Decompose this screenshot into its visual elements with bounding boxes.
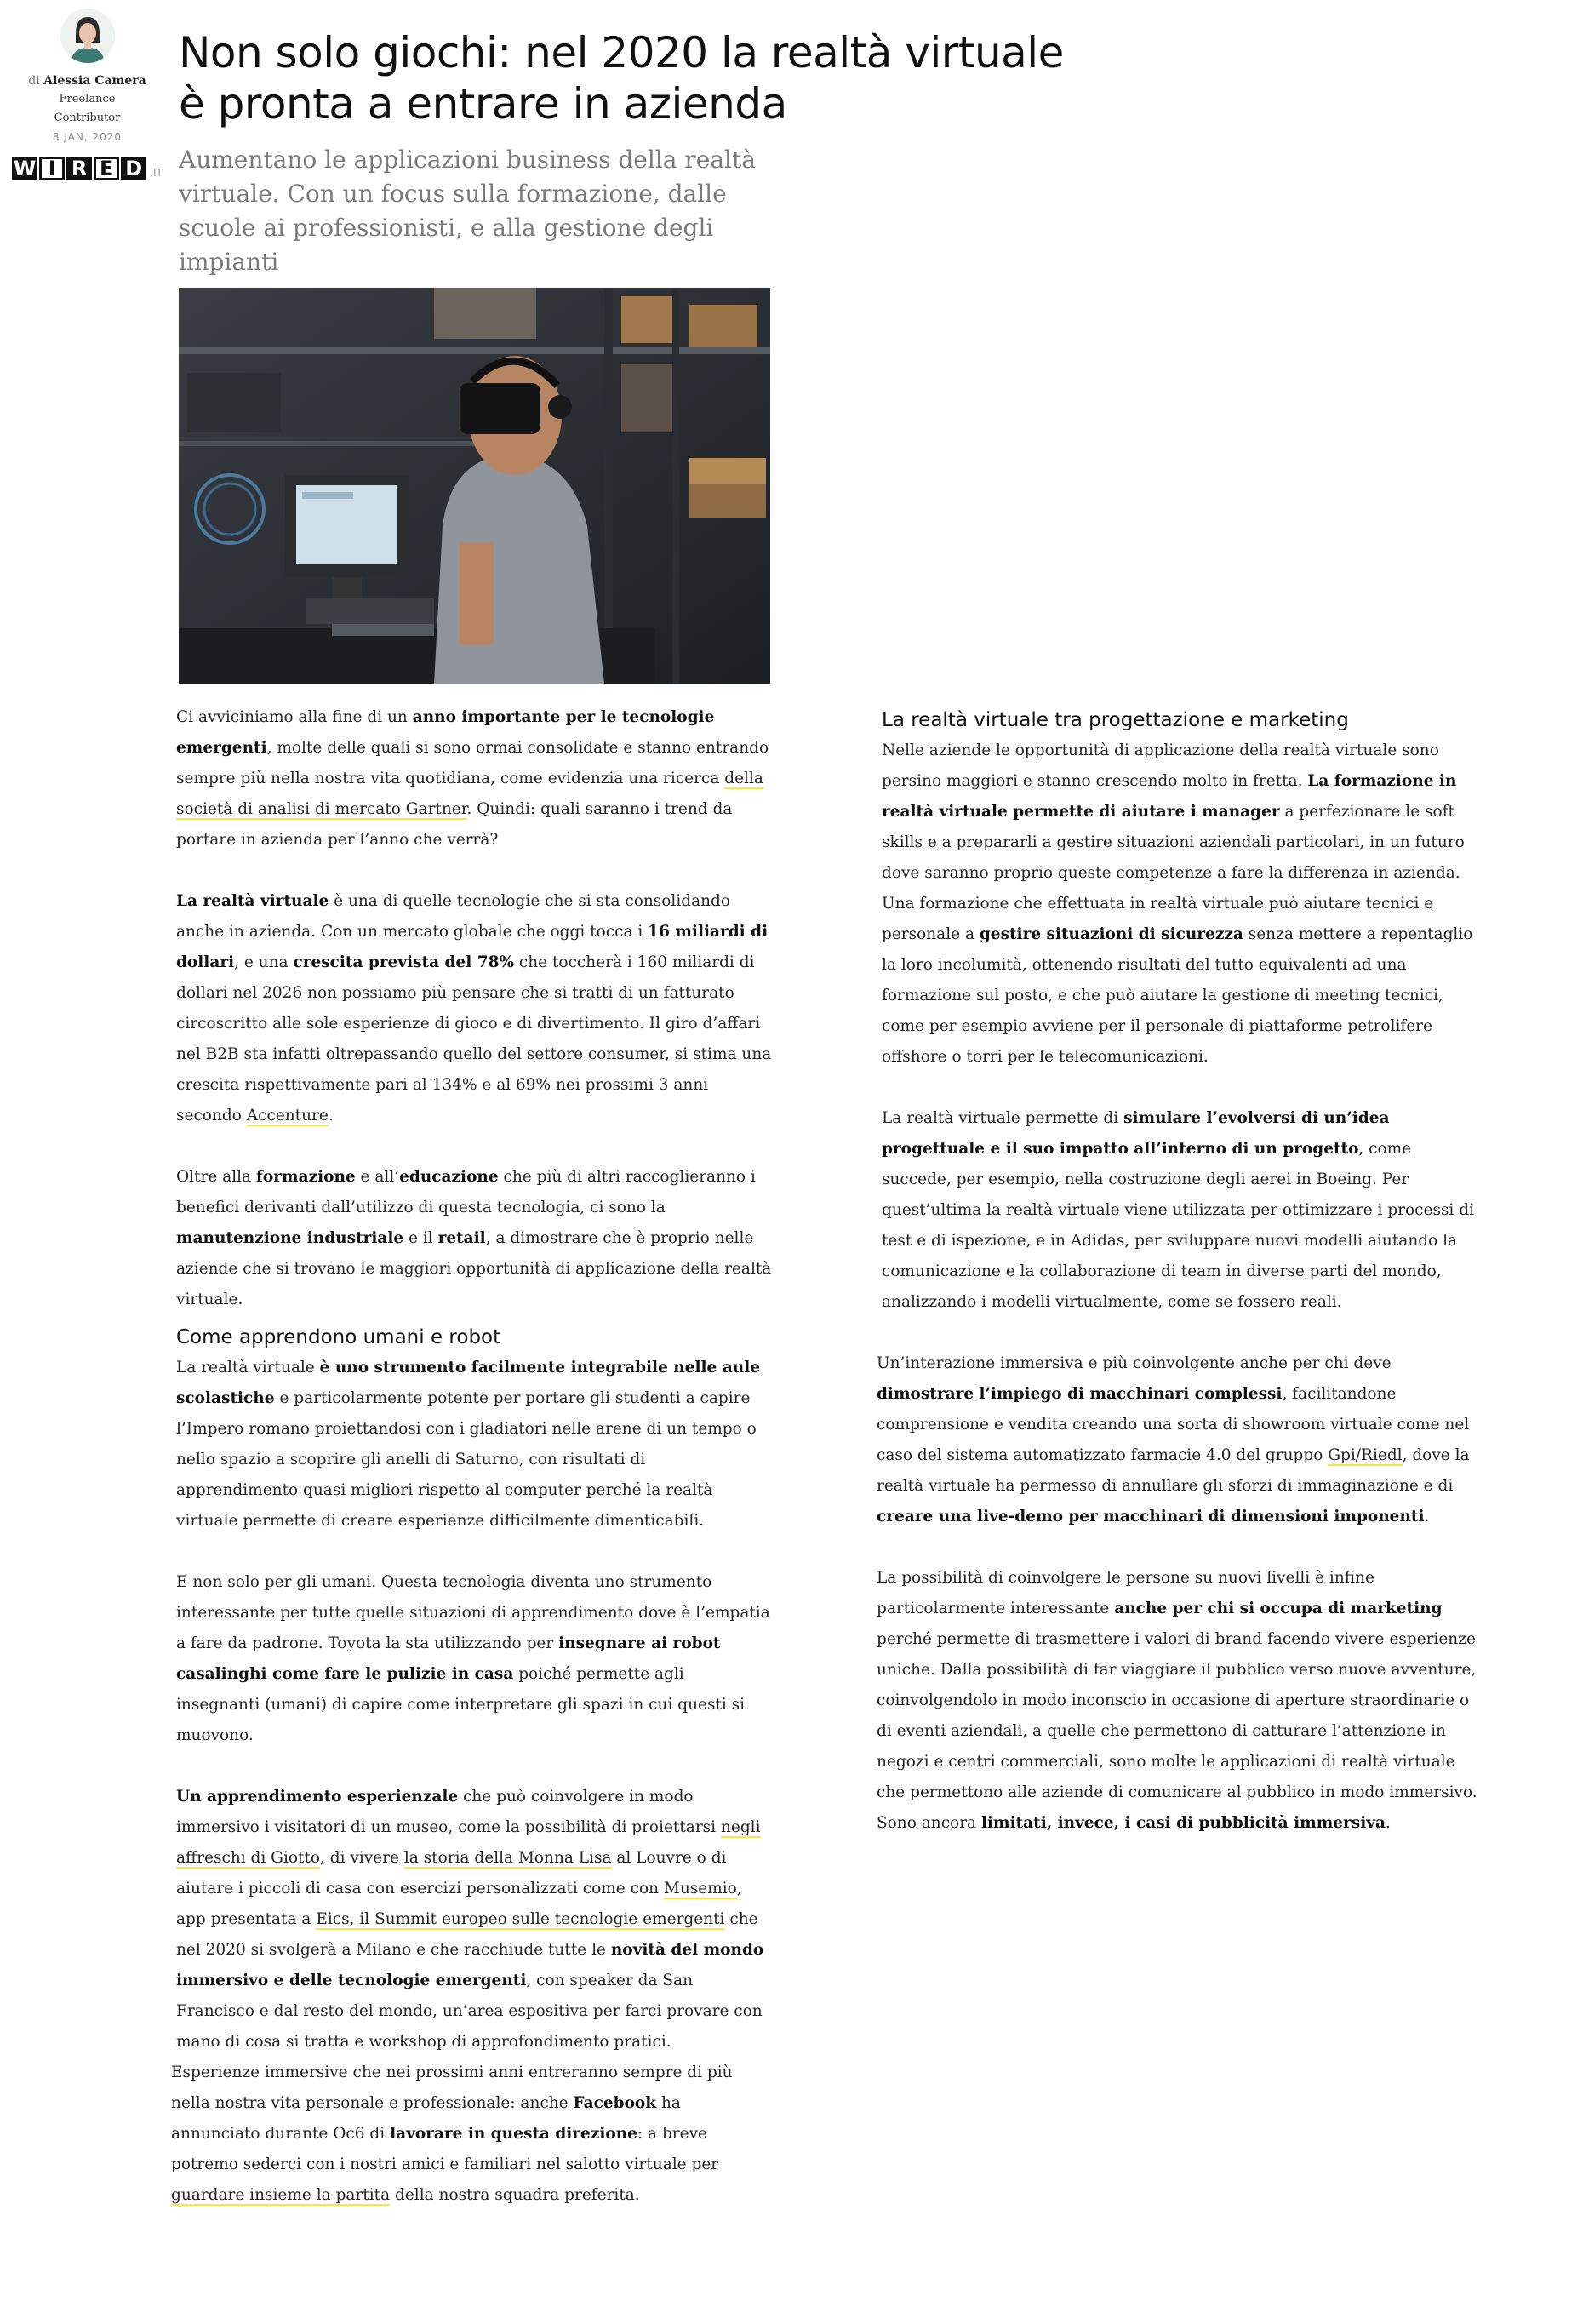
bold-run: simulare l’evolversi di un’idea progettuale e il suo impatto all’interno di un progetto: [882, 1109, 1390, 1158]
bold-run: limitati, invece, i casi di pubblicità immersiva: [980, 1814, 1386, 1832]
byline-prefix: di: [28, 74, 40, 88]
paragraph-facebook: [171, 2058, 772, 2211]
logo-suffix: .IT: [150, 167, 163, 179]
paragraph-showroom: [877, 1348, 1477, 1532]
section-heading-design-marketing: La realtà virtuale tra progettazione e marketing: [882, 709, 1349, 731]
text-run: .: [328, 1107, 334, 1125]
article-title: [179, 27, 1115, 129]
bold-run: educazione: [399, 1168, 499, 1186]
hero-image: [179, 288, 770, 684]
paragraph-museums: [176, 1782, 772, 2058]
bold-run: Un apprendimento esperienzale: [176, 1788, 459, 1806]
text-run: Nelle aziende le opportunità di applicazione della realtà virtuale sono persino maggiori e stanno crescendo molto in fretta.: [882, 741, 1439, 790]
publish-date: 8 JAN, 2020: [52, 131, 123, 143]
link-guardare-partita[interactable]: guardare insieme la partita: [171, 2186, 391, 2204]
text-run: La possibilità di coinvolgere le persone su nuovi livelli è infine particolarmente interessante: [877, 1569, 1374, 1617]
text-run: ha annunciato durante Oc6 di: [171, 2094, 681, 2143]
link-gpi-riedl[interactable]: Gpi/Riedl: [1328, 1446, 1403, 1464]
text-run: , con speaker da San Francisco e dal resto del mondo, un’area espositiva per farci provare con mano di cosa si tratta e workshop di approfondimento pratici.: [176, 1972, 763, 2051]
text-run: poiché permette agli insegnanti (umani) di capire come interpretare gli spazi in cui questi si muovono.: [176, 1665, 746, 1744]
author-role-line1: Freelance: [59, 93, 116, 106]
text-run: , a dimostrare che è proprio nelle aziende che si trovano le maggiori opportunità di applicazione della realtà virtuale.: [176, 1229, 772, 1308]
bold-run: anche per chi si occupa di marketing: [1114, 1600, 1443, 1617]
bold-run: manutenzione industriale: [176, 1229, 404, 1247]
text-run: La realtà virtuale: [176, 1359, 320, 1377]
logo-letter: I: [39, 157, 65, 180]
logo-letter: W: [13, 157, 37, 180]
text-run: perché permette di trasmettere i valori di brand facendo vivere esperienze uniche. Dalla possibilità di far viaggiare il pubblico verso nuove avventure, coinvolgendolo in modo inconscio in occasione di aperture straordinarie o di eventi aziendali, a quelle che permettono di catturare l’attenzione in negozi e centri commerciali, sono molte le applicazioni di realtà virtuale che permettono alle aziende di comunicare al pubblico in modo immersivo. Sono ancora: [877, 1630, 1477, 1832]
text-run: è una di quelle tecnologie che si sta consolidando anche in azienda. Con un mercato globale che oggi tocca i: [176, 892, 731, 941]
section-heading-learning: Come apprendono umani e robot: [176, 1326, 501, 1348]
text-run: . Quindi: quali saranno i trend da portare in azienda per l’anno che verrà?: [176, 800, 733, 849]
text-run: che nel 2020 si svolgerà a Milano e che racchiude tutte le: [176, 1910, 758, 1959]
paragraph-schools: [176, 1353, 772, 1537]
text-run: , come succede, per esempio, nella costruzione degli aerei in Boeing. Per quest’ultima la realtà virtuale viene utilizzata per ottimizzare i processi di test e di ispezione, e in Adidas, per sviluppare nuovi modelli aiutando la comunicazione e la collaborazione di team in diverse parti del mondo, analizzando i modelli virtualmente, come se fossero reali.: [882, 1140, 1474, 1311]
bold-run: creare una live-demo per macchinari di dimensioni imponenti: [877, 1508, 1425, 1525]
bold-run: è uno strumento facilmente integrabile nelle aule scolastiche: [176, 1359, 761, 1407]
bold-run: novità del mondo immersivo e delle tecnologie emergenti: [176, 1941, 764, 1989]
text-run: che può coinvolgere in modo immersivo i visitatori di un museo, come la possibilità di proiettarsi: [176, 1788, 721, 1836]
author-byline: [0, 72, 174, 90]
text-run: senza mettere a repentaglio la loro incolumità, ottenendo risultati del tutto equivalenti ad una formazione sul posto, e che può aiutare la gestione di meeting tecnici, come per esempio avviene per il personale di piattaforme petrolifere offshore o torri per le telecomunicazioni.: [882, 925, 1473, 1066]
author-avatar[interactable]: [60, 9, 115, 63]
link-monna-lisa[interactable]: la storia della Monna Lisa: [403, 1849, 612, 1867]
link-accenture[interactable]: Accenture: [246, 1107, 329, 1125]
text-run: e il: [403, 1229, 438, 1247]
left-column: [171, 702, 772, 2211]
text-run: E non solo per gli umani. Questa tecnologia diventa uno strumento interessante per tutte quelle situazioni di apprendimento dove è l’empatia a fare da padrone. Toyota la sta utilizzando per: [176, 1573, 770, 1652]
logo-letter: R: [66, 157, 92, 180]
text-run: .: [1424, 1508, 1430, 1525]
bold-run: insegnare ai robot casalinghi come fare le pulizie in casa: [176, 1634, 721, 1683]
text-run: a perfezionare le soft skills e a prepararli a gestire situazioni aziendali particolari, in un futuro dove saranno proprio queste competenze a fare la differenza in azienda. Una formazione che effettuata in realtà virtuale può aiutare tecnici e personale a: [882, 803, 1465, 943]
article-subtitle: Aumentano le applicazioni business della realtà virtuale. Con un focus sulla formazione, dalle scuole ai professionisti, e alla gestione degli impianti: [179, 146, 756, 276]
text-run: , molte delle quali si sono ormai consolidate e stanno entrando sempre più nella nostra vita quotidiana, come evidenzia una ricerca: [176, 739, 769, 787]
bold-run: retail: [437, 1229, 486, 1247]
bold-run: La formazione in realtà virtuale permette di aiutare i manager: [882, 772, 1457, 821]
bold-run: Facebook: [573, 2094, 657, 2112]
link-giotto[interactable]: negli affreschi di Giotto: [176, 1818, 761, 1867]
text-run: che più di altri raccoglieranno i benefici derivanti dall’utilizzo di questa tecnologia, ci sono la: [176, 1168, 756, 1216]
bold-run: formazione: [255, 1168, 356, 1186]
author-name[interactable]: Alessia Camera: [43, 74, 146, 88]
bold-run: anno importante per le tecnologie emergenti: [176, 708, 715, 757]
paragraph-training: [882, 736, 1477, 1073]
text-run: Oltre alla: [176, 1168, 256, 1186]
title-line: è pronta a entrare in azienda: [179, 79, 787, 129]
bold-run: La realtà virtuale: [176, 892, 329, 910]
text-run: della nostra squadra preferita.: [390, 2186, 640, 2204]
wired-wordmark: [12, 157, 148, 180]
text-run: , dove la realtà virtuale ha permesso di annullare gli sforzi di immaginazione e di: [877, 1446, 1470, 1495]
bold-run: 16 miliardi di dollari: [176, 923, 769, 971]
author-role-line2: Contributor: [54, 112, 121, 124]
text-run: al Louvre o di aiutare i piccoli di casa con esercizi personalizzati come con: [176, 1849, 727, 1898]
paragraph-design: [882, 1103, 1477, 1318]
text-run: , app presentata a: [176, 1880, 742, 1928]
link-musemio[interactable]: Musemio: [663, 1880, 737, 1898]
title-line: Non solo giochi: nel 2020 la realtà virtuale: [179, 28, 1064, 77]
paragraph-intro: [176, 702, 772, 856]
author-meta: [0, 9, 174, 180]
text-run: Un’interazione immersiva e più coinvolgente anche per chi deve: [877, 1354, 1392, 1372]
bold-run: lavorare in questa direzione: [390, 2125, 637, 2143]
paragraph-marketing: [877, 1563, 1477, 1839]
text-run: , facilitandone comprensione e vendita creando una sorta di showroom virtuale come nel caso del sistema automatizzato farmacie 4.0 del gruppo: [877, 1385, 1470, 1464]
logo-letter: D: [121, 157, 146, 180]
text-run: La realtà virtuale permette di: [882, 1109, 1124, 1127]
bold-run: dimostrare l’impiego di macchinari complessi: [877, 1385, 1283, 1403]
logo-letter: E: [94, 157, 119, 180]
text-run: , di vivere: [320, 1849, 404, 1867]
right-column: [877, 705, 1477, 1839]
link-gartner[interactable]: della società di analisi di mercato Gartner: [176, 770, 763, 818]
text-run: e all’: [355, 1168, 400, 1186]
text-run: Ci avviciniamo alla fine di un: [176, 708, 413, 726]
wired-logo[interactable]: [0, 157, 174, 180]
link-eics[interactable]: Eics, il Summit europeo sulle tecnologie emergenti: [316, 1910, 725, 1928]
paragraph-robots: [176, 1567, 772, 1751]
text-run: che toccherà i 160 miliardi di dollari nel 2026 non possiamo più pensare che si tratti di un fatturato circoscritto alle sole esperienze di gioco e di divertimento. Il giro d’affari nel B2B sta infatti oltrepassando quello del settore consumer, si stima una crescita rispettivamente pari al 134% e al 69% nei prossimi 3 anni secondo: [176, 953, 772, 1125]
bold-run: crescita prevista del 78%: [293, 953, 515, 971]
paragraph-sectors: [176, 1162, 772, 1315]
text-run: e particolarmente potente per portare gli studenti a capire l’Impero romano proiettandosi con i gladiatori nelle arene di un tempo o nello spazio a scoprire gli anelli di Saturno, con risultati di apprendimento quasi migliori rispetto al computer perché la realtà virtuale permette di creare esperienze difficilmente dimenticabili.: [176, 1389, 757, 1530]
text-run: Esperienze immersive che nei prossimi anni entreranno sempre di più nella nostra vita personale e professionale: anche: [171, 2064, 733, 2112]
paragraph-vr-market: [176, 886, 772, 1131]
text-run: : a breve potremo sederci con i nostri amici e familiari nel salotto virtuale per: [171, 2125, 719, 2173]
bold-run: gestire situazioni di sicurezza: [979, 925, 1243, 943]
text-run: , e una: [234, 953, 294, 971]
text-run: .: [1385, 1814, 1391, 1832]
